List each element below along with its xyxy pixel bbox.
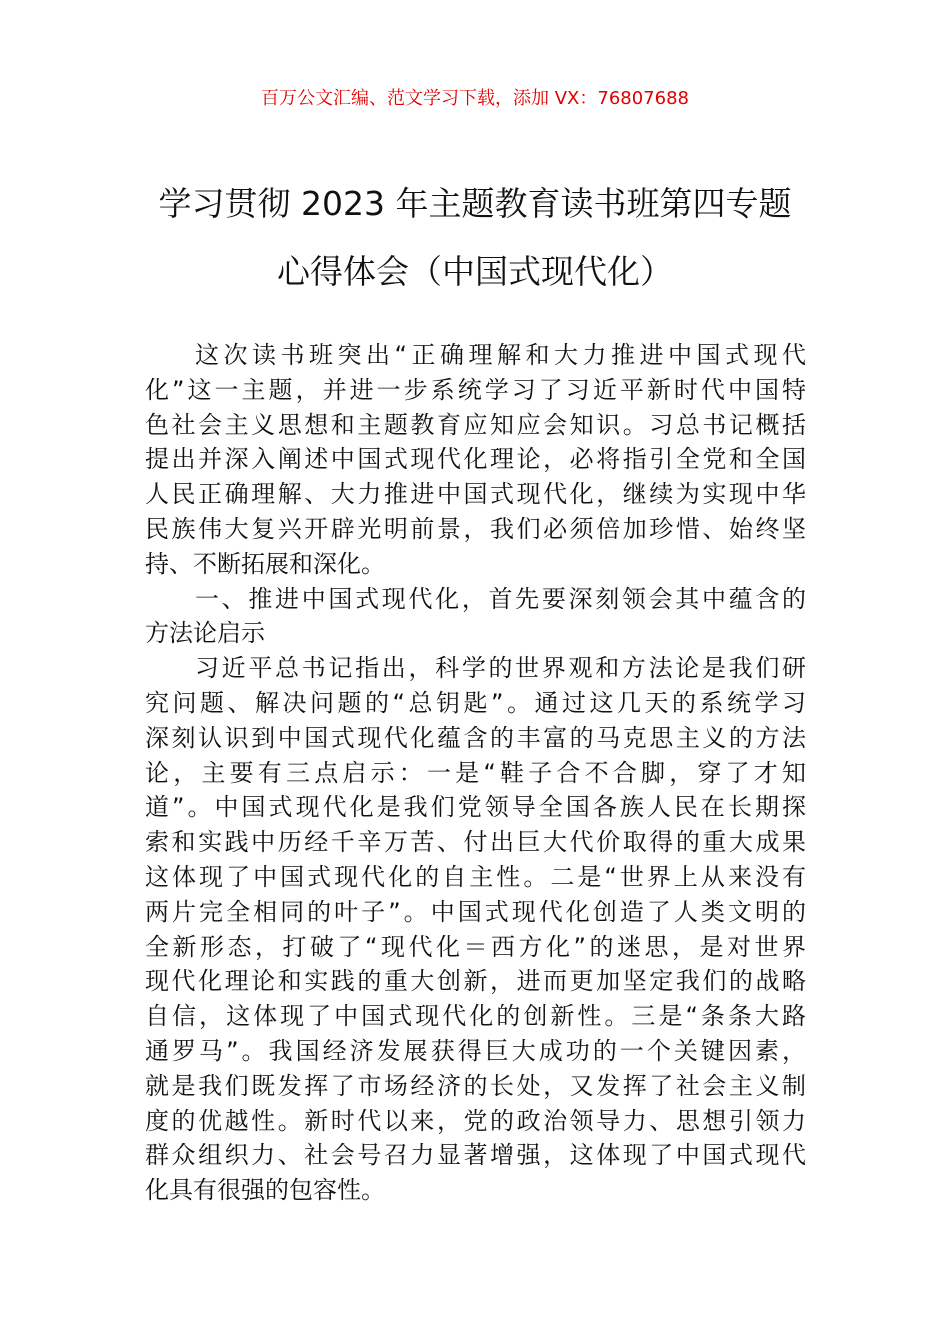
text-line: 度的优越性。新时代以来，党的政治领导力、思想引领力 (145, 1106, 806, 1135)
text-line: 这次读书班突出“正确理解和大力推进中国式现代 (195, 341, 806, 369)
promo-header: 百万公文汇编、范文学习下载，添加 VX：76807688 (261, 88, 689, 109)
text-line: 一、推进中国式现代化，首先要深刻领会其中蕴含的 (195, 584, 806, 613)
document-title-line-2: 心得体会（中国式现代化） (277, 252, 673, 291)
text-line: 全新形态，打破了“现代化＝西方化”的迷思，是对世界 (145, 932, 806, 961)
text-line: 索和实践中历经千辛万苦、付出巨大代价取得的重大成果 (145, 828, 806, 857)
document-body (145, 338, 806, 1208)
document-title-line-1: 学习贯彻 2023 年主题教育读书班第四专题 (158, 184, 792, 223)
text-line: 两片完全相同的叶子”。中国式现代化创造了人类文明的 (145, 897, 806, 926)
text-line: 习近平总书记指出，科学的世界观和方法论是我们研 (195, 654, 806, 683)
text-line: 群众组织力、社会号召力显著增强，这体现了中国式现代 (145, 1141, 806, 1170)
text-line: 方法论启示 (145, 619, 265, 648)
text-line: 深刻认识到中国式现代化蕴含的丰富的马克思主义的方法 (145, 723, 806, 752)
text-line: 提出并深入阐述中国式现代化理论，必将指引全党和全国 (145, 445, 806, 474)
text-line: 人民正确理解、大力推进中国式现代化，继续为实现中华 (145, 480, 806, 509)
text-line: 究问题、解决问题的“总钥匙”。通过这几天的系统学习 (145, 688, 806, 717)
text-line: 道”。中国式现代化是我们党领导全国各族人民在长期探 (145, 793, 806, 822)
text-line: 自信，这体现了中国式现代化的创新性。三是“条条大路 (145, 1002, 806, 1031)
text-line: 现代化理论和实践的重大创新，进而更加坚定我们的战略 (145, 967, 806, 996)
text-line: 通罗马”。我国经济发展获得巨大成功的一个关键因素， (145, 1036, 806, 1065)
text-line: 民族伟大复兴开辟光明前景，我们必须倍加珍惜、始终坚 (145, 514, 806, 543)
text-line: 这体现了中国式现代化的自主性。二是“世界上从来没有 (145, 862, 806, 891)
text-line: 化具有很强的包容性。 (145, 1176, 385, 1205)
text-line: 论，主要有三点启示：一是“鞋子合不合脚，穿了才知 (145, 758, 806, 787)
text-line: 色社会主义思想和主题教育应知应会知识。习总书记概括 (145, 410, 806, 439)
text-line: 持、不断拓展和深化。 (145, 549, 385, 578)
text-line: 就是我们既发挥了市场经济的长处，又发挥了社会主义制 (145, 1071, 806, 1100)
text-line: 化”这一主题，并进一步系统学习了习近平新时代中国特 (145, 375, 806, 404)
